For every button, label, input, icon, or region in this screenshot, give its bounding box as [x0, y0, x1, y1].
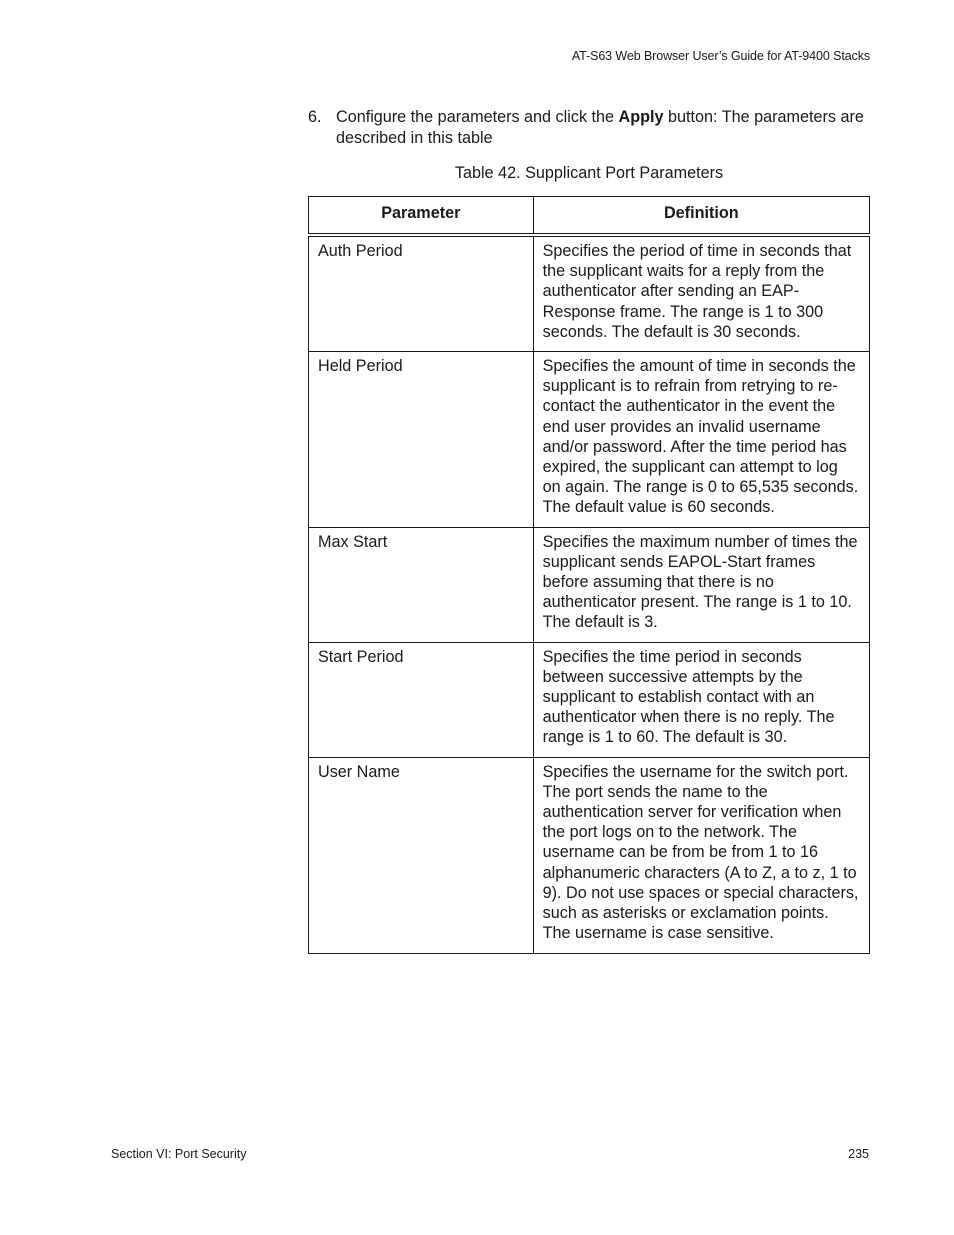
column-header-parameter: Parameter: [309, 197, 534, 236]
table-row: [309, 235, 870, 352]
parameter-cell: Start Period: [309, 642, 534, 757]
parameter-cell: Max Start: [309, 527, 534, 642]
page-number: 235: [848, 1147, 869, 1161]
table-header-row: [309, 197, 870, 236]
definition-cell: Specifies the amount of time in seconds the supplicant is to refrain from retrying to re-contact the authenticator in the event the end user provides an invalid username and/or password. After the time period has expired, the supplicant can attempt to log on again. The range is 0 to 65,535 seconds. The default value is 60 seconds.: [533, 352, 869, 528]
table-row: [309, 757, 870, 953]
running-header: AT-S63 Web Browser User’s Guide for AT-9400 Stacks: [571, 49, 870, 63]
apply-keyword: Apply: [618, 108, 664, 126]
table-caption: Table 42. Supplicant Port Parameters: [454, 164, 724, 182]
table-row: [309, 642, 870, 757]
definition-cell: Specifies the period of time in seconds that the supplicant waits for a reply from the authenticator after sending an EAP-Response frame. The range is 1 to 300 seconds. The default is 30 seconds.: [533, 235, 869, 352]
parameters-table: [308, 196, 870, 954]
step-text-before: Configure the parameters and click the: [336, 108, 619, 126]
parameter-cell: User Name: [309, 757, 534, 953]
footer-section: Section VI: Port Security: [111, 1147, 247, 1161]
table-row: [309, 527, 870, 642]
definition-cell: Specifies the time period in seconds between successive attempts by the supplicant to establish contact with an authenticator when there is no reply. The range is 1 to 60. The default is 30.: [533, 642, 869, 757]
step-text-after: button: The parameters are described in this table: [336, 108, 864, 147]
column-header-definition: Definition: [533, 197, 869, 236]
definition-cell: Specifies the maximum number of times the supplicant sends EAPOL-Start frames before assuming that there is no authenticator present. The range is 1 to 10. The default is 3.: [533, 527, 869, 642]
step-number: 6.: [308, 108, 322, 126]
definition-cell: Specifies the username for the switch port. The port sends the name to the authentication server for verification when the port logs on to the network. The username can be from be from 1 to 16 alphanumeric characters (A to Z, a to z, 1 to 9). Do not use spaces or special characters, such as asterisks or exclamation points. The username is case sensitive.: [533, 757, 869, 953]
step-text: [336, 107, 878, 149]
table-row: [309, 352, 870, 528]
parameter-cell: Auth Period: [309, 235, 534, 352]
parameter-cell: Held Period: [309, 352, 534, 528]
instruction-step: [308, 107, 878, 149]
